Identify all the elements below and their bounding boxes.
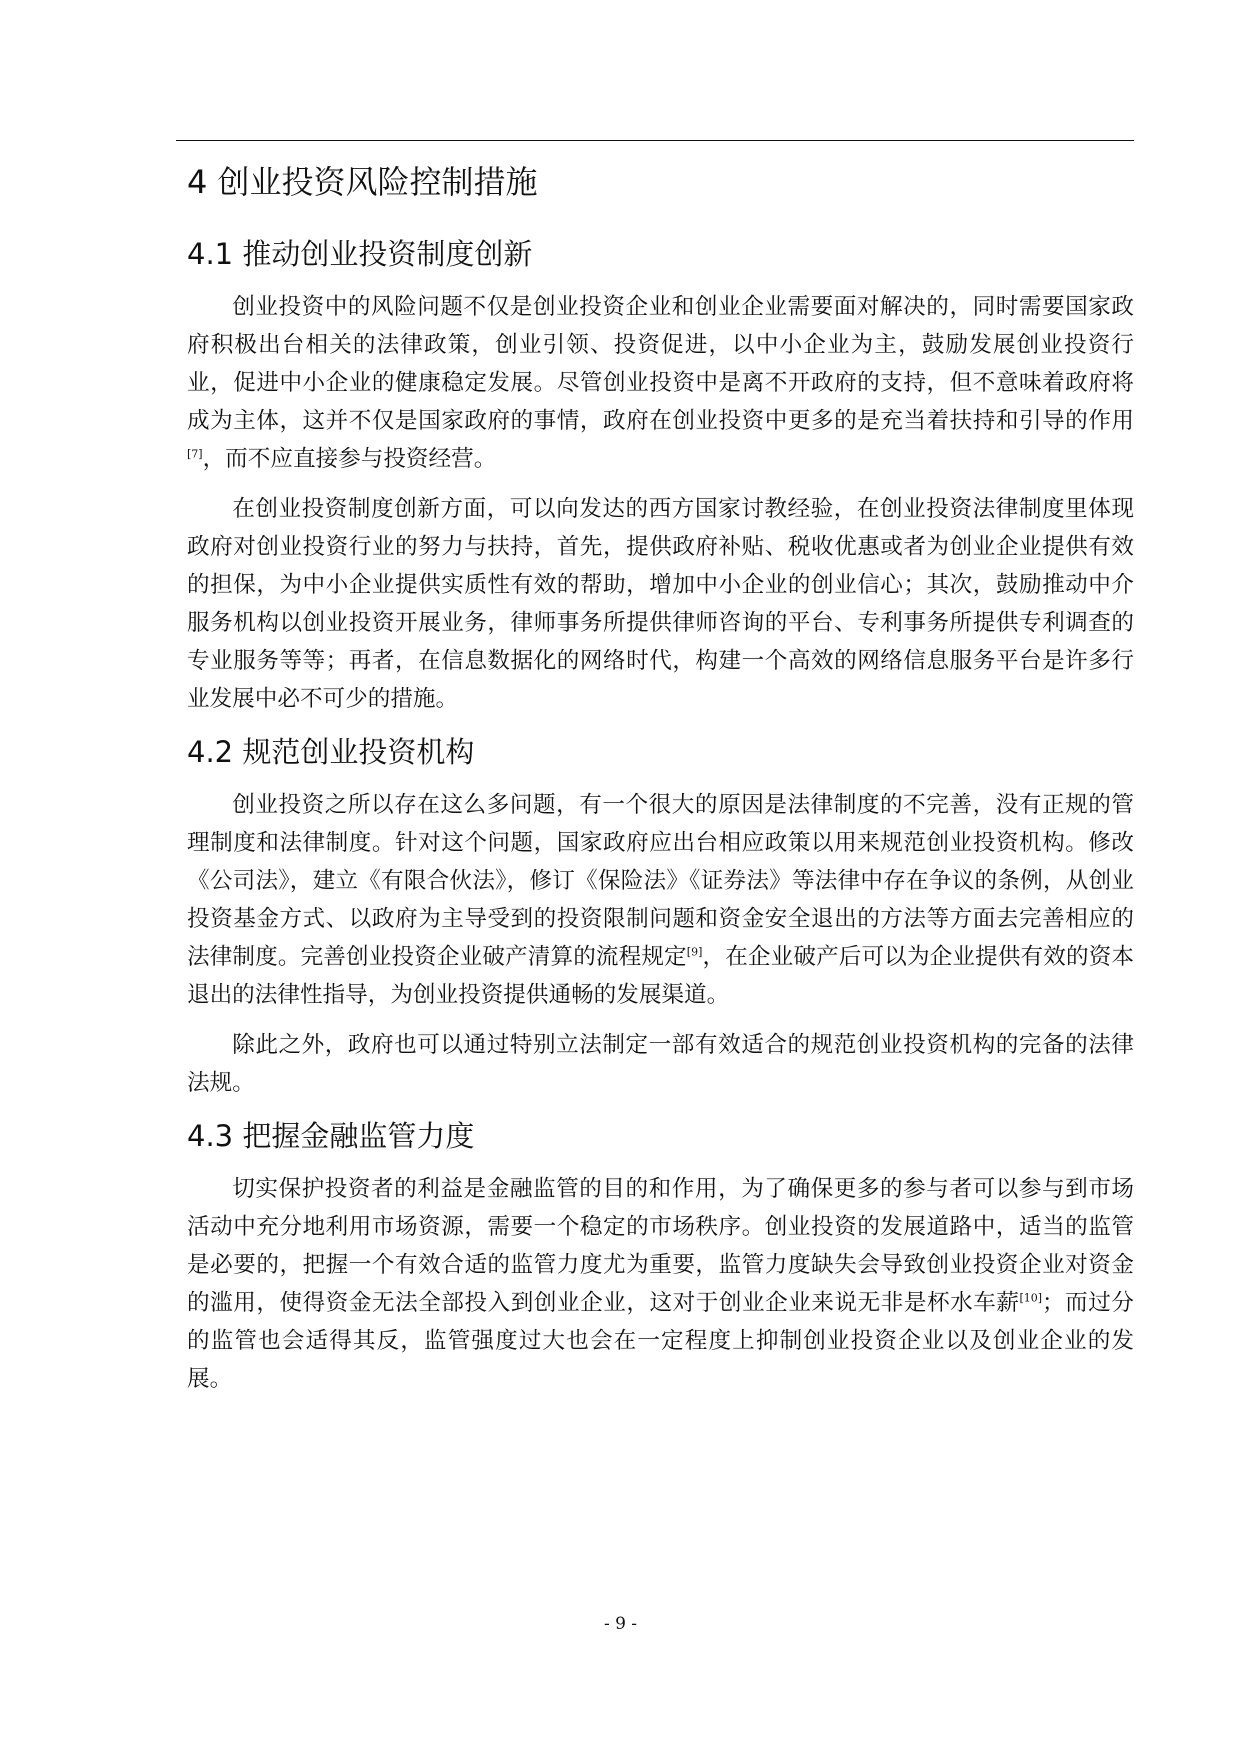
paragraph-text: 创业投资中的风险问题不仅是创业投资企业和创业企业需要面对解决的，同时需要国家政府积极出台相关的法律政策，创业引领、投资促进，以中小企业为主，鼓励发展创业投资行业，促进中小企业的健康稳定发展。尽管创业投资中是离不开政府的支持，但不意味着政府将成为主体，这并不仅是国家政府的事情，政府在创业投资中更多的是充当着扶持和引导的作用 — [187, 294, 1134, 434]
section — [187, 1114, 1134, 1398]
sections-container — [187, 232, 1134, 1398]
section — [187, 232, 1134, 718]
paragraph-text: 切实保护投资者的利益是金融监管的目的和作用，为了确保更多的参与者可以参与到市场活动中充分地利用市场资源，需要一个稳定的市场秩序。创业投资的发展道路中，适当的监管是必要的，把握一个有效合适的监管力度尤为重要，监管力度缺失会导致创业投资企业对资金的滥用，使得资金无法全部投入到创业企业，这对于创业企业来说无非是杯水车薪 — [187, 1176, 1134, 1316]
paragraph-text: ，在企业破产后可以为企业提供有效的资本退出的法律性指导，为创业投资提供通畅的发展渠道。 — [187, 944, 1135, 1008]
section — [187, 730, 1134, 1102]
citation-marker: [7] — [187, 447, 203, 461]
page-content — [187, 158, 1134, 1410]
body-paragraph — [187, 490, 1134, 718]
section-heading: 4.1 推动创业投资制度创新 — [187, 237, 533, 271]
page-number: - 9 - — [603, 1614, 638, 1634]
chapter-title: 4 创业投资风险控制措施 — [187, 163, 538, 201]
paragraph-text: 在创业投资制度创新方面，可以向发达的西方国家讨教经验，在创业投资法律制度里体现政府对创业投资行业的努力与扶持，首先，提供政府补贴、税收优惠或者为创业企业提供有效的担保，为中小企业提供实质性有效的帮助，增加中小企业的创业信心；其次，鼓励推动中介服务机构以创业投资开展业务，律师事务所提供律师咨询的平台、专利事务所提供专利调查的专业服务等等；再者，在信息数据化的网络时代，构建一个高效的网络信息服务平台是许多行业发展中必不可少的措施。 — [187, 496, 1134, 712]
body-paragraph — [187, 288, 1134, 478]
paragraph-text: ，而不应直接参与投资经营。 — [202, 446, 497, 472]
section-heading: 4.2 规范创业投资机构 — [187, 735, 475, 769]
section-heading: 4.3 把握金融监管力度 — [187, 1119, 475, 1153]
paragraph-text: 创业投资之所以存在这么多问题，有一个很大的原因是法律制度的不完善，没有正规的管理制度和法律制度。针对这个问题，国家政府应出台相应政策以用来规范创业投资机构。修改《公司法》，建立《有限合伙法》，修订《保险法》《证券法》等法律中存在争议的条例，从创业投资基金方式、以政府为主导受到的投资限制问题和资金安全退出的方法等方面去完善相应的法律制度。完善创业投资企业破产清算的流程规定 — [187, 792, 1134, 970]
citation-marker: [10] — [1019, 1291, 1043, 1305]
paragraph-text: 除此之外，政府也可以通过特别立法制定一部有效适合的规范创业投资机构的完备的法律法规。 — [187, 1032, 1134, 1096]
header-rule — [176, 140, 1134, 141]
body-paragraph — [187, 1170, 1134, 1398]
body-paragraph — [187, 786, 1134, 1014]
paragraph-text: ；而过分的监管也会适得其反，监管强度过大也会在一定程度上抑制创业投资企业以及创业企业的发展。 — [187, 1290, 1135, 1392]
citation-marker: [9] — [686, 945, 703, 959]
body-paragraph — [187, 1026, 1134, 1102]
